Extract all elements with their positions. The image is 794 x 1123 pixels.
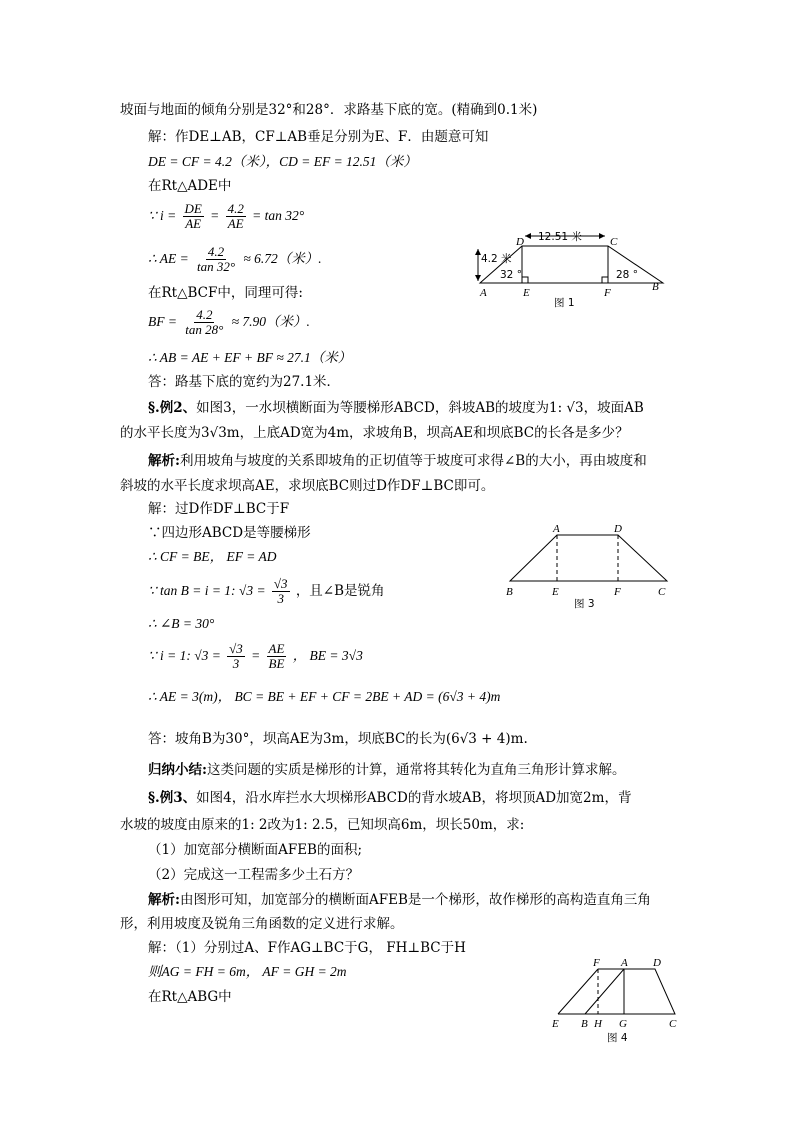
- text-line: 水坡的坡度由原来的1: 2改为1: 2.5，已知坝高6m，坝长50m，求:: [120, 817, 525, 833]
- equation-line: [148, 244, 322, 274]
- denominator: AE: [227, 216, 244, 231]
- denominator: 3: [232, 656, 240, 671]
- analysis-text: 利用坡角与坡度的关系即坡角的正切值等于坡度可求得∠B的大小，再由坡度和: [179, 453, 647, 469]
- equation-part: ≈ 7.90（米）.: [231, 314, 310, 329]
- numerator: DE: [184, 201, 202, 216]
- top-length-label: 12.51 米: [538, 231, 582, 243]
- example-2-line: [148, 399, 644, 417]
- equation-part: ∴ AE =: [148, 251, 189, 266]
- point-label-f: F: [604, 287, 611, 299]
- fraction: [195, 245, 237, 274]
- question-item: （2）完成这一工程需多少土石方？: [148, 867, 360, 883]
- denominator: tan 32°: [197, 259, 236, 274]
- answer-line: 答：路基下底的宽约为27.1米．: [148, 374, 341, 390]
- text-line: 斜坡的水平长度求坝高AE，求坝底BC则过D作DF⊥BC即可。: [120, 478, 495, 494]
- analysis-label: 解析:: [148, 453, 180, 469]
- fraction: [272, 577, 290, 606]
- denominator: BE: [268, 656, 285, 671]
- equation-part: ∵ tan B = i = 1: √3 =: [148, 583, 266, 598]
- figure-caption: 图 3: [574, 598, 595, 610]
- point-label-c: C: [658, 586, 666, 598]
- text-line: 在Rt△BCF中，同理可得:: [148, 285, 303, 301]
- text-line: 在Rt△ABG中: [148, 989, 232, 1005]
- fraction: [226, 202, 246, 231]
- height-label: 4.2 米: [481, 253, 512, 265]
- equation-part: = tan 32°: [252, 208, 305, 223]
- numerator: 4.2: [227, 201, 244, 216]
- text-line: ∵四边形ABCD是等腰梯形: [148, 525, 311, 541]
- answer-line: 答：坡角B为30°，坝高AE为3m，坝底BC的长为(6√3 + 4)m.: [148, 731, 528, 747]
- solution-line: 解：过D作DF⊥BC于F: [148, 501, 290, 517]
- equation-part: ≈ 6.72（米）.: [243, 251, 322, 266]
- point-label-a: A: [480, 287, 487, 299]
- numerator: 4.2: [196, 307, 213, 322]
- right-angle-mark: [602, 277, 608, 283]
- analysis-line: [148, 452, 647, 470]
- angle-label: 28 °: [616, 269, 638, 281]
- point-label-a: A: [621, 957, 628, 969]
- denominator: tan 28°: [185, 322, 224, 337]
- equation-line: ∴ CF = BE， EF = AD: [148, 549, 277, 564]
- equation-line: [148, 576, 385, 606]
- numerator: √3: [273, 576, 288, 591]
- point-label-d: D: [653, 957, 661, 969]
- figure-3: [500, 520, 680, 612]
- point-label-b: B: [652, 281, 659, 293]
- figure-1: [470, 226, 670, 310]
- point-label-b: B: [506, 586, 513, 598]
- arrow-head: [525, 233, 531, 239]
- text-line: 的水平长度为3√3m，上底AD宽为4m，求坡角B，坝高AE和坝底BC的长各是多少？: [120, 425, 629, 441]
- figure-caption: 图 4: [607, 1032, 628, 1044]
- angle-label: 32 °: [500, 269, 522, 281]
- equation-line: ∴ AE = 3(m)， BC = BE + EF + CF = 2BE + AD = (6√3 + 4)m: [148, 689, 501, 704]
- figure-caption: 图 1: [554, 297, 575, 309]
- fraction: [183, 202, 204, 231]
- point-label-f: F: [614, 586, 621, 598]
- equation-line: ∵ i = 1: √3 = $\frac{√3}{3}$ = $\frac{AE}{BE}$ ， BE = 3√3: [148, 641, 363, 671]
- equation-line: ∴ ∠B = 30°: [148, 616, 215, 631]
- analysis-text: 由图形可知，加宽部分的横断面AFEB是一个梯形，故作梯形的高构造直角三角: [179, 892, 651, 908]
- arrow-head: [475, 275, 481, 281]
- equation-part: ∵ i =: [148, 208, 177, 223]
- point-label-e: E: [552, 586, 559, 598]
- new-slope: [558, 969, 598, 1014]
- example-heading: §.例2、: [148, 400, 197, 416]
- analysis-label: 解析:: [148, 892, 180, 908]
- figure-4: [545, 955, 695, 1047]
- question-item: （1）加宽部分横断面AFEB的面积;: [148, 842, 363, 858]
- equation-part: ∵ i = 1: √3 =: [148, 648, 221, 663]
- solution-line: 解：（1）分别过A、F作AG⊥BC于G， FH⊥BC于H: [148, 940, 466, 956]
- fraction: [183, 308, 225, 337]
- point-label-c: C: [610, 236, 618, 248]
- equation-line: ∵ i = $\frac{DE}{AE}$ = $\frac{4.2}{AE}$ = tan 32°: [148, 201, 305, 231]
- example-3-line: [148, 789, 631, 807]
- point-label-a: A: [553, 523, 560, 535]
- equation-part: ， BE = 3√3: [292, 648, 363, 663]
- point-label-d: D: [516, 236, 524, 248]
- equation-line: [148, 307, 310, 337]
- analysis-line: [148, 891, 651, 909]
- equation-part: ，且∠B是锐角: [295, 583, 385, 599]
- denominator: AE: [185, 216, 202, 231]
- summary-label: 归纳小结:: [148, 762, 207, 778]
- fraction: [267, 642, 287, 671]
- equation-part: BF =: [148, 314, 177, 329]
- summary-text: 这类问题的实质是梯形的计算，通常将其转化为直角三角形计算求解。: [206, 762, 626, 778]
- point-label-e: E: [523, 287, 530, 299]
- point-label-b: B: [581, 1018, 588, 1030]
- text-line: 形，利用坡度及锐角三角函数的定义进行求解。: [120, 916, 404, 932]
- numerator: 4.2: [207, 244, 225, 259]
- point-label-c: C: [669, 1018, 677, 1030]
- point-label-e: E: [552, 1018, 559, 1030]
- text-line: 坡面与地面的倾角分别是32°和28°．求路基下底的宽。(精确到0.1米): [120, 102, 538, 118]
- equation-line: ∴ AB = AE + EF + BF ≈ 27.1（米）: [148, 350, 352, 365]
- arrow-head: [599, 233, 605, 239]
- point-label-d: D: [614, 523, 622, 535]
- numerator: √3: [229, 641, 243, 656]
- equation-line: DE = CF = 4.2（米），CD = EF = 12.51（米）: [148, 154, 417, 169]
- example-heading: §.例3、: [148, 790, 197, 806]
- point-label-f: F: [593, 957, 600, 969]
- summary-line: [148, 761, 625, 779]
- denominator: 3: [277, 591, 284, 606]
- point-label-h: H: [594, 1018, 602, 1030]
- fraction: [227, 642, 245, 671]
- example-text: 如图4，沿水库拦水大坝梯形ABCD的背水坡AB，将坝顶AD加宽2m，背: [196, 790, 632, 806]
- equation-line: 则AG = FH = 6m， AF = GH = 2m: [148, 964, 347, 979]
- solution-line: 解：作DE⊥AB，CF⊥AB垂足分别为E、F．由题意可知: [148, 129, 489, 145]
- text-line: 在Rt△ADE中: [148, 178, 232, 194]
- trapezoid-shape: [510, 535, 667, 581]
- example-text: 如图3，一水坝横断面为等腰梯形ABCD，斜坡AB的坡度为1: √3，坡面AB: [196, 400, 644, 416]
- point-label-g: G: [619, 1018, 627, 1030]
- numerator: AE: [268, 641, 285, 656]
- right-angle-mark: [522, 277, 528, 283]
